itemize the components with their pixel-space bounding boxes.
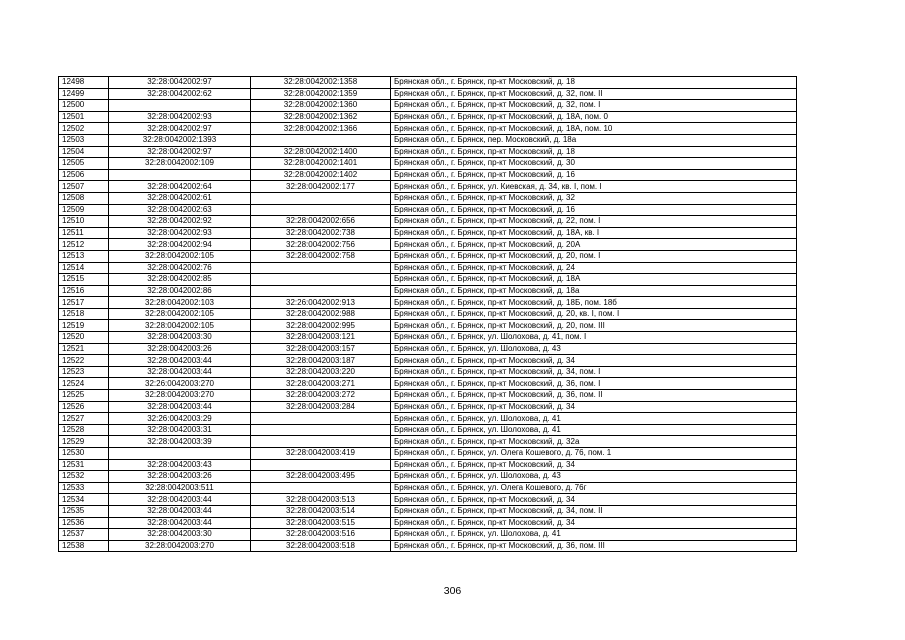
premises-cadastral-number-cell: 32:28:0042003:419 xyxy=(251,448,391,460)
address-cell: Брянская обл., г. Брянск, пр-кт Московский, д. 34 xyxy=(391,517,797,529)
cadastral-number-cell: 32:28:0042002:92 xyxy=(109,216,251,228)
row-number-cell: 12526 xyxy=(59,401,109,413)
premises-cadastral-number-cell: 32:28:0042003:272 xyxy=(251,390,391,402)
table-row xyxy=(59,448,797,460)
row-number-cell: 12514 xyxy=(59,262,109,274)
premises-cadastral-number-cell xyxy=(251,482,391,494)
premises-cadastral-number-cell: 32:28:0042003:157 xyxy=(251,343,391,355)
cadastral-number-cell: 32:28:0042003:511 xyxy=(109,482,251,494)
cadastral-number-cell: 32:28:0042002:97 xyxy=(109,123,251,135)
table-row xyxy=(59,146,797,158)
table-row xyxy=(59,227,797,239)
cadastral-number-cell: 32:28:0042003:31 xyxy=(109,424,251,436)
address-cell: Брянская обл., г. Брянск, пр-кт Московский, д. 36, пом. II xyxy=(391,390,797,402)
premises-cadastral-number-cell xyxy=(251,134,391,146)
cadastral-number-cell xyxy=(109,169,251,181)
row-number-cell: 12524 xyxy=(59,378,109,390)
table-row xyxy=(59,77,797,89)
address-cell: Брянская обл., г. Брянск, пр-кт Московский, д. 34, пом. II xyxy=(391,505,797,517)
row-number-cell: 12503 xyxy=(59,134,109,146)
premises-cadastral-number-cell: 32:28:0042002:1360 xyxy=(251,100,391,112)
table-row xyxy=(59,181,797,193)
cadastral-number-cell: 32:28:0042002:1393 xyxy=(109,134,251,146)
address-cell: Брянская обл., г. Брянск, ул. Киевская, д. 34, кв. I, пом. I xyxy=(391,181,797,193)
address-cell: Брянская обл., г. Брянск, пр-кт Московский, д. 34 xyxy=(391,401,797,413)
row-number-cell: 12520 xyxy=(59,332,109,344)
cadastral-number-cell: 32:28:0042002:93 xyxy=(109,227,251,239)
cadastral-number-cell: 32:28:0042003:270 xyxy=(109,390,251,402)
row-number-cell: 12527 xyxy=(59,413,109,425)
table-row xyxy=(59,355,797,367)
row-number-cell: 12518 xyxy=(59,308,109,320)
row-number-cell: 12521 xyxy=(59,343,109,355)
premises-cadastral-number-cell: 32:28:0042003:514 xyxy=(251,505,391,517)
address-cell: Брянская обл., г. Брянск, пр-кт Московский, д. 32а xyxy=(391,436,797,448)
table-row xyxy=(59,494,797,506)
premises-cadastral-number-cell: 32:28:0042003:518 xyxy=(251,540,391,552)
row-number-cell: 12534 xyxy=(59,494,109,506)
row-number-cell: 12501 xyxy=(59,111,109,123)
table-row xyxy=(59,285,797,297)
table-row xyxy=(59,436,797,448)
address-cell: Брянская обл., г. Брянск, ул. Шолохова, д. 41 xyxy=(391,424,797,436)
address-cell: Брянская обл., г. Брянск, пр-кт Московский, д. 18А, кв. I xyxy=(391,227,797,239)
address-cell: Брянская обл., г. Брянск, пр-кт Московский, д. 34, пом. I xyxy=(391,366,797,378)
premises-cadastral-number-cell: 32:28:0042003:515 xyxy=(251,517,391,529)
cadastral-number-cell: 32:28:0042002:105 xyxy=(109,250,251,262)
premises-cadastral-number-cell: 32:28:0042002:995 xyxy=(251,320,391,332)
table-row xyxy=(59,332,797,344)
cadastral-number-cell: 32:28:0042002:109 xyxy=(109,158,251,170)
table-row xyxy=(59,111,797,123)
address-cell: Брянская обл., г. Брянск, ул. Шолохова, д. 43 xyxy=(391,471,797,483)
cadastral-number-cell: 32:28:0042002:86 xyxy=(109,285,251,297)
address-cell: Брянская обл., г. Брянск, пр-кт Московский, д. 32, пом. I xyxy=(391,100,797,112)
page-number: 306 xyxy=(443,585,462,597)
table-row xyxy=(59,529,797,541)
cadastral-number-cell: 32:28:0042003:30 xyxy=(109,332,251,344)
cadastral-number-cell: 32:26:0042003:29 xyxy=(109,413,251,425)
address-cell: Брянская обл., г. Брянск, пр-кт Московский, д. 16 xyxy=(391,204,797,216)
premises-cadastral-number-cell: 32:28:0042002:758 xyxy=(251,250,391,262)
premises-cadastral-number-cell: 32:28:0042002:1359 xyxy=(251,88,391,100)
address-cell: Брянская обл., г. Брянск, ул. Олега Кошевого, д. 76, пом. 1 xyxy=(391,448,797,460)
table-row xyxy=(59,424,797,436)
premises-cadastral-number-cell: 32:28:0042003:121 xyxy=(251,332,391,344)
row-number-cell: 12537 xyxy=(59,529,109,541)
cadastral-number-cell: 32:28:0042002:94 xyxy=(109,239,251,251)
premises-cadastral-number-cell: 32:28:0042002:177 xyxy=(251,181,391,193)
cadastral-number-cell: 32:26:0042003:270 xyxy=(109,378,251,390)
row-number-cell: 12502 xyxy=(59,123,109,135)
table-row xyxy=(59,123,797,135)
table-row xyxy=(59,505,797,517)
address-cell: Брянская обл., г. Брянск, пр-кт Московский, д. 20А xyxy=(391,239,797,251)
address-cell: Брянская обл., г. Брянск, пр-кт Московский, д. 18Б, пом. 18б xyxy=(391,297,797,309)
row-number-cell: 12512 xyxy=(59,239,109,251)
premises-cadastral-number-cell: 32:28:0042002:1366 xyxy=(251,123,391,135)
premises-cadastral-number-cell xyxy=(251,262,391,274)
cadastral-number-cell: 32:28:0042002:97 xyxy=(109,146,251,158)
row-number-cell: 12504 xyxy=(59,146,109,158)
row-number-cell: 12509 xyxy=(59,204,109,216)
table-row xyxy=(59,401,797,413)
table-row xyxy=(59,158,797,170)
premises-cadastral-number-cell: 32:28:0042002:1402 xyxy=(251,169,391,181)
row-number-cell: 12516 xyxy=(59,285,109,297)
row-number-cell: 12523 xyxy=(59,366,109,378)
address-cell: Брянская обл., г. Брянск, ул. Олега Кошевого, д. 76г xyxy=(391,482,797,494)
address-cell: Брянская обл., г. Брянск, пр-кт Московский, д. 20, кв. I, пом. I xyxy=(391,308,797,320)
address-cell: Брянская обл., г. Брянск, пр-кт Московский, д. 34 xyxy=(391,459,797,471)
premises-cadastral-number-cell: 32:28:0042002:1400 xyxy=(251,146,391,158)
cadastral-number-cell: 32:28:0042002:105 xyxy=(109,308,251,320)
premises-cadastral-number-cell xyxy=(251,459,391,471)
address-cell: Брянская обл., г. Брянск, пр-кт Московский, д. 18А xyxy=(391,274,797,286)
address-cell: Брянская обл., г. Брянск, пр-кт Московский, д. 32, пом. II xyxy=(391,88,797,100)
row-number-cell: 12538 xyxy=(59,540,109,552)
premises-cadastral-number-cell: 32:28:0042002:1358 xyxy=(251,77,391,89)
premises-cadastral-number-cell xyxy=(251,274,391,286)
cadastral-number-cell: 32:28:0042002:93 xyxy=(109,111,251,123)
row-number-cell: 12506 xyxy=(59,169,109,181)
address-cell: Брянская обл., г. Брянск, ул. Шолохова, д. 41 xyxy=(391,529,797,541)
premises-cadastral-number-cell: 32:28:0042002:1401 xyxy=(251,158,391,170)
table-row xyxy=(59,192,797,204)
table-row xyxy=(59,517,797,529)
cadastral-number-cell: 32:28:0042002:62 xyxy=(109,88,251,100)
cadastral-register-table xyxy=(58,76,797,552)
cadastral-number-cell: 32:28:0042003:43 xyxy=(109,459,251,471)
address-cell: Брянская обл., г. Брянск, пр-кт Московский, д. 18А, пом. 0 xyxy=(391,111,797,123)
premises-cadastral-number-cell: 32:28:0042003:284 xyxy=(251,401,391,413)
cadastral-number-cell: 32:28:0042003:44 xyxy=(109,494,251,506)
table-row xyxy=(59,308,797,320)
row-number-cell: 12525 xyxy=(59,390,109,402)
cadastral-number-cell xyxy=(109,448,251,460)
cadastral-number-cell: 32:28:0042003:39 xyxy=(109,436,251,448)
table-row xyxy=(59,540,797,552)
cadastral-number-cell: 32:28:0042003:44 xyxy=(109,517,251,529)
row-number-cell: 12508 xyxy=(59,192,109,204)
premises-cadastral-number-cell: 32:28:0042002:756 xyxy=(251,239,391,251)
table-row xyxy=(59,262,797,274)
address-cell: Брянская обл., г. Брянск, пр-кт Московский, д. 22, пом. I xyxy=(391,216,797,228)
row-number-cell: 12510 xyxy=(59,216,109,228)
row-number-cell: 12513 xyxy=(59,250,109,262)
address-cell: Брянская обл., г. Брянск, ул. Шолохова, д. 41, пом. I xyxy=(391,332,797,344)
premises-cadastral-number-cell: 32:28:0042003:187 xyxy=(251,355,391,367)
table-row xyxy=(59,378,797,390)
table-row xyxy=(59,134,797,146)
address-cell: Брянская обл., г. Брянск, пр-кт Московский, д. 18а xyxy=(391,285,797,297)
row-number-cell: 12522 xyxy=(59,355,109,367)
table-row xyxy=(59,471,797,483)
row-number-cell: 12517 xyxy=(59,297,109,309)
cadastral-number-cell: 32:28:0042003:44 xyxy=(109,401,251,413)
row-number-cell: 12507 xyxy=(59,181,109,193)
cadastral-number-cell: 32:28:0042002:105 xyxy=(109,320,251,332)
cadastral-number-cell: 32:28:0042002:97 xyxy=(109,77,251,89)
row-number-cell: 12515 xyxy=(59,274,109,286)
premises-cadastral-number-cell: 32:28:0042003:220 xyxy=(251,366,391,378)
row-number-cell: 12500 xyxy=(59,100,109,112)
cadastral-number-cell: 32:28:0042002:64 xyxy=(109,181,251,193)
table-row xyxy=(59,482,797,494)
address-cell: Брянская обл., г. Брянск, пр-кт Московский, д. 20, пом. I xyxy=(391,250,797,262)
cadastral-number-cell: 32:28:0042003:44 xyxy=(109,366,251,378)
address-cell: Брянская обл., г. Брянск, пр-кт Московский, д. 18 xyxy=(391,146,797,158)
address-cell: Брянская обл., г. Брянск, пр-кт Московский, д. 30 xyxy=(391,158,797,170)
table-row xyxy=(59,250,797,262)
premises-cadastral-number-cell xyxy=(251,204,391,216)
register-table-body xyxy=(59,77,797,552)
address-cell: Брянская обл., г. Брянск, пр-кт Московский, д. 36, пом. I xyxy=(391,378,797,390)
table-row xyxy=(59,297,797,309)
row-number-cell: 12528 xyxy=(59,424,109,436)
table-row xyxy=(59,204,797,216)
row-number-cell: 12505 xyxy=(59,158,109,170)
cadastral-number-cell: 32:28:0042002:61 xyxy=(109,192,251,204)
cadastral-number-cell xyxy=(109,100,251,112)
address-cell: Брянская обл., г. Брянск, пр-кт Московский, д. 36, пом. III xyxy=(391,540,797,552)
row-number-cell: 12519 xyxy=(59,320,109,332)
premises-cadastral-number-cell: 32:28:0042002:656 xyxy=(251,216,391,228)
address-cell: Брянская обл., г. Брянск, ул. Шолохова, д. 41 xyxy=(391,413,797,425)
row-number-cell: 12498 xyxy=(59,77,109,89)
address-cell: Брянская обл., г. Брянск, пр-кт Московский, д. 32 xyxy=(391,192,797,204)
cadastral-number-cell: 32:28:0042003:270 xyxy=(109,540,251,552)
row-number-cell: 12533 xyxy=(59,482,109,494)
row-number-cell: 12535 xyxy=(59,505,109,517)
address-cell: Брянская обл., г. Брянск, ул. Шолохова, д. 43 xyxy=(391,343,797,355)
premises-cadastral-number-cell: 32:28:0042003:271 xyxy=(251,378,391,390)
table-row xyxy=(59,216,797,228)
premises-cadastral-number-cell: 32:28:0042003:513 xyxy=(251,494,391,506)
address-cell: Брянская обл., г. Брянск, пр-кт Московский, д. 16 xyxy=(391,169,797,181)
address-cell: Брянская обл., г. Брянск, пер. Московский, д. 18а xyxy=(391,134,797,146)
row-number-cell: 12529 xyxy=(59,436,109,448)
table-row xyxy=(59,413,797,425)
table-row xyxy=(59,88,797,100)
address-cell: Брянская обл., г. Брянск, пр-кт Московский, д. 18А, пом. 10 xyxy=(391,123,797,135)
row-number-cell: 12531 xyxy=(59,459,109,471)
cadastral-number-cell: 32:28:0042002:63 xyxy=(109,204,251,216)
table-row xyxy=(59,459,797,471)
address-cell: Брянская обл., г. Брянск, пр-кт Московский, д. 20, пом. III xyxy=(391,320,797,332)
table-row xyxy=(59,390,797,402)
premises-cadastral-number-cell xyxy=(251,436,391,448)
premises-cadastral-number-cell: 32:28:0042002:738 xyxy=(251,227,391,239)
premises-cadastral-number-cell xyxy=(251,192,391,204)
table-row xyxy=(59,100,797,112)
premises-cadastral-number-cell xyxy=(251,285,391,297)
premises-cadastral-number-cell: 32:28:0042002:1362 xyxy=(251,111,391,123)
address-cell: Брянская обл., г. Брянск, пр-кт Московский, д. 34 xyxy=(391,355,797,367)
cadastral-number-cell: 32:28:0042002:103 xyxy=(109,297,251,309)
table-row xyxy=(59,366,797,378)
address-cell: Брянская обл., г. Брянск, пр-кт Московский, д. 18 xyxy=(391,77,797,89)
address-cell: Брянская обл., г. Брянск, пр-кт Московский, д. 34 xyxy=(391,494,797,506)
row-number-cell: 12536 xyxy=(59,517,109,529)
cadastral-number-cell: 32:28:0042003:30 xyxy=(109,529,251,541)
premises-cadastral-number-cell: 32:28:0042002:988 xyxy=(251,308,391,320)
table-row xyxy=(59,274,797,286)
row-number-cell: 12530 xyxy=(59,448,109,460)
row-number-cell: 12511 xyxy=(59,227,109,239)
cadastral-number-cell: 32:28:0042003:26 xyxy=(109,471,251,483)
premises-cadastral-number-cell xyxy=(251,413,391,425)
premises-cadastral-number-cell: 32:28:0042003:516 xyxy=(251,529,391,541)
cadastral-number-cell: 32:28:0042003:44 xyxy=(109,505,251,517)
table-row xyxy=(59,169,797,181)
cadastral-number-cell: 32:28:0042002:76 xyxy=(109,262,251,274)
premises-cadastral-number-cell: 32:26:0042002:913 xyxy=(251,297,391,309)
cadastral-number-cell: 32:28:0042002:85 xyxy=(109,274,251,286)
address-cell: Брянская обл., г. Брянск, пр-кт Московский, д. 24 xyxy=(391,262,797,274)
row-number-cell: 12532 xyxy=(59,471,109,483)
row-number-cell: 12499 xyxy=(59,88,109,100)
table-row xyxy=(59,239,797,251)
table-row xyxy=(59,343,797,355)
premises-cadastral-number-cell xyxy=(251,424,391,436)
premises-cadastral-number-cell: 32:28:0042003:495 xyxy=(251,471,391,483)
table-row xyxy=(59,320,797,332)
cadastral-number-cell: 32:28:0042003:44 xyxy=(109,355,251,367)
cadastral-number-cell: 32:28:0042003:26 xyxy=(109,343,251,355)
